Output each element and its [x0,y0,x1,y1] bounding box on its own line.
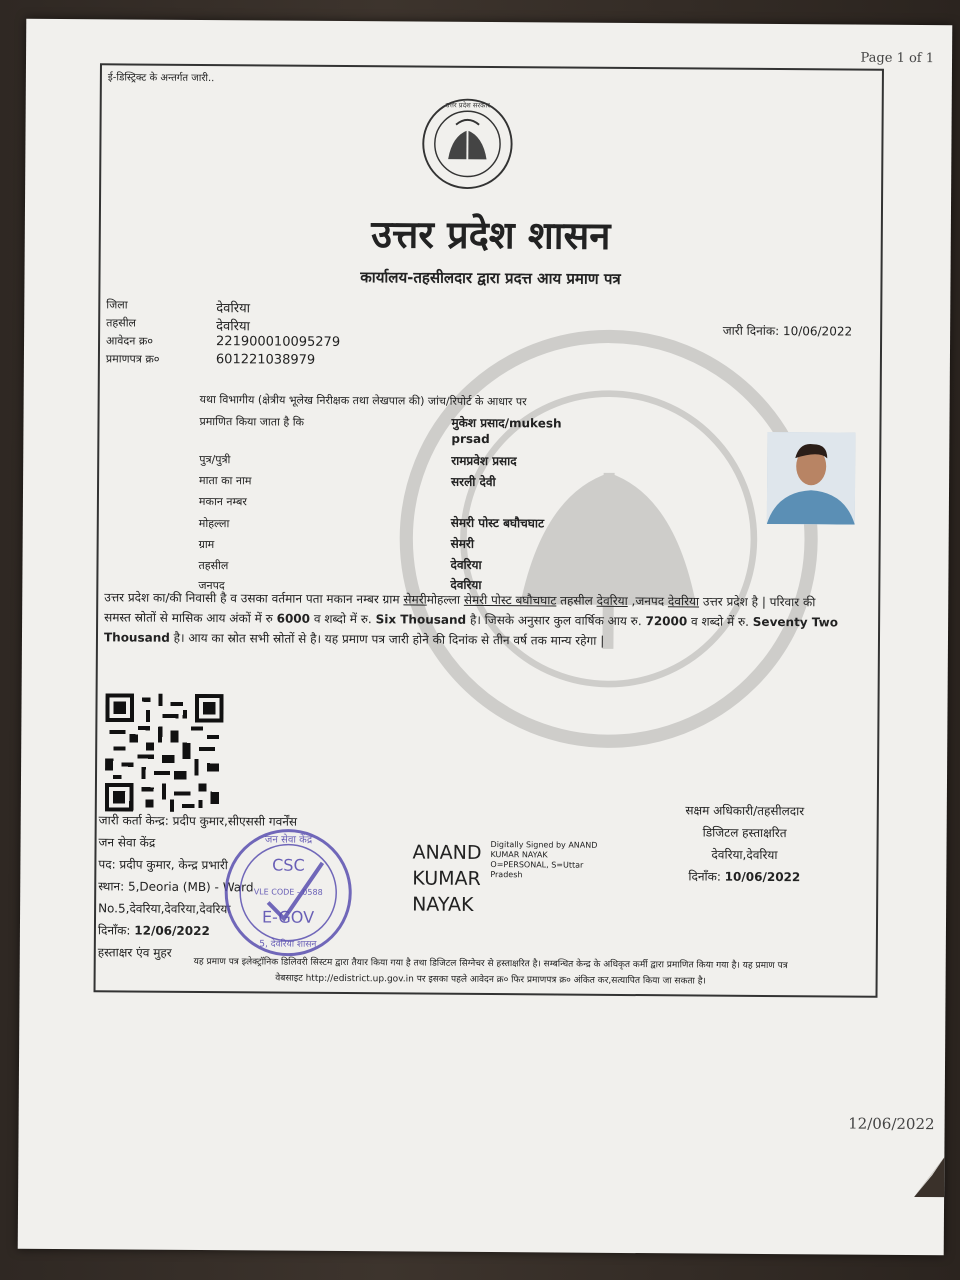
son-of-label: पुत्र/पुत्री [199,453,231,467]
certified-text: प्रमाणित किया जाता है कि [199,415,305,429]
para-text: है। जिसके अनुसार कुल वार्षिक आय रु. [466,612,646,629]
applicant-photo [767,432,856,525]
para-tehsil: देवरिया [596,593,628,608]
authority-date [644,865,844,888]
para-text: उत्तर प्रदेश है | परिवार की समस्त स्रोतों से मासिक आय अंकों में रु [104,594,816,626]
footer-line1: यह प्रमाण पत्र इलेक्ट्रॉनिक डिलिवरी सिस्टम द्वारा तैयार किया गया है तथा डिजिटल सिग्नेचर से हस्ताक्षरित है। सम्बन्धित केन्द्र के अधिकृत कर्मी द्वारा प्रमाणित किया गया है। यह प्रमाण पत्र [193,956,788,972]
district-label: जनपद [198,578,225,593]
seal-csc-text: CSC [272,855,305,875]
son-of-value: रामप्रवेश प्रसाद [451,453,517,469]
house-label: मकान नम्बर [198,494,247,509]
certificate-meta [106,297,341,371]
certificate-frame [94,63,884,997]
digital-signature-block [412,839,598,917]
handwritten-date: 12/06/2022 [848,1114,935,1134]
village-label: ग्राम [198,537,215,552]
seal-bottom-text: 5, देवरिया शासन [259,939,317,950]
authority-line1: सक्षम अधिकारी/तहसीलदार [685,803,805,819]
para-district: देवरिया [667,594,700,609]
district-value: देवरिया [450,577,482,592]
emblem-text: उत्तर प्रदेश सरकार [445,101,490,110]
declaration-paragraph [104,587,844,652]
tehsil-value: देवरिया [450,557,482,572]
meta-certificate-label: प्रमाणपत्र क्र० [105,352,160,366]
issue-date: जारी दिनांक: 10/06/2022 [722,323,853,339]
meta-application-label: आवेदन क्र० [106,334,154,348]
tehsil-label: तहसील [198,558,229,573]
center-line7: हस्ताक्षर एंव मुहर [97,945,172,960]
monthly-income-words: Six Thousand [375,612,467,627]
signer-name-line3: NAYAK [412,893,474,916]
mother-label: माता का नाम [199,474,252,488]
center-line3: पद: प्रदीप कुमार, केन्द्र प्रभारी [98,857,228,873]
signer-name-line2: KUMAR [412,867,481,890]
locality-label: मोहल्ला [198,516,230,531]
center-line1: जारी कर्ता केन्द्र: प्रदीप कुमार,सीएससी गवर्नेंस [98,813,298,829]
para-text: व शब्दो में रु. [309,611,376,627]
para-text: ,जनपद [627,593,668,609]
dig-sign-detail: KUMAR NAYAK [490,850,548,860]
meta-tehsil-label: तहसील [106,316,137,330]
verification-text: यथा विभागीय (क्षेत्रीय भूलेख निरीक्षक तथा लेखपाल की) जांच/रिपोर्ट के आधार पर [199,393,527,409]
para-text: व शब्दो में रु. [687,614,753,629]
para-locality: सेमरी पोस्ट बघौचघाट [463,592,557,608]
locality-value: सेमरी पोस्ट बघौचघाट [450,515,545,531]
issued-under-note: ई-डिस्ट्रिक्ट के अन्तर्गत जारी.. [107,72,215,85]
meta-district-label: जिला [106,298,128,312]
center-date-label: दिनाँक: [97,923,135,938]
authority-date-value: 10/06/2022 [724,869,801,885]
meta-application-value: 221900010095279 [216,334,341,350]
para-text: उत्तर प्रदेश का/की निवासी है व उसका वर्तमान पता मकान नम्बर ग्राम [104,590,404,607]
meta-district-value: देवरिया [216,301,251,317]
seal-code-text: VLE CODE - 0588 [253,887,323,897]
qr-code[interactable] [105,693,224,812]
authority-date-label: दिनाँक: [688,869,725,884]
certificate-paper [18,19,953,1255]
meta-certificate-value: 601221038979 [215,352,316,368]
seal-top-text: जन सेवा केंद्र [264,834,313,846]
page-number: Page 1 of 1 [860,50,935,67]
signer-name-line1: ANAND [412,841,482,864]
para-text: है। आय का स्रोत सभी स्रोतों से है। यह प्रमाण पत्र जारी होने की दिनांक से तीन वर्ष तक मान्य रहेगा | [169,630,605,648]
para-text: मोहल्ला [426,592,464,607]
authority-line2: डिजिटल हस्ताक्षरित [702,825,787,841]
annual-income-words: Seventy Two Thousand [103,614,839,645]
center-date-value: 12/06/2022 [134,923,210,939]
center-line4: स्थान: 5,Deoria (MB) - Ward [98,879,254,895]
competent-authority-block [644,799,845,888]
village-value: सेमरी [450,536,475,551]
paper-corner-fold [914,1157,944,1197]
dig-sign-detail: Digitally Signed by ANAND [490,840,598,850]
center-line5: No.5,देवरिया,देवरिया,देवरिया [98,901,231,917]
dig-sign-detail: Pradesh [490,870,523,880]
government-title: उत्तर प्रदेश शासन [371,211,611,258]
footer-line2: वेबसाइट http://edistrict.up.gov.in पर इसका पहले आवेदन क्र० फिर प्रमाणपत्र क्र० अंकित कर,सत्यापित किया जा सकता है। [275,973,706,987]
center-line2: जन सेवा केंद्र [98,835,156,850]
digital-signature-details [490,840,610,881]
authority-line3: देवरिया,देवरिया [711,847,778,863]
csc-rubber-stamp [218,822,359,963]
seal-egov-text: E-GOV [261,907,315,927]
mother-value: सरली देवी [451,474,496,490]
applicant-name-line2: prsad [451,431,490,447]
monthly-income-figures: 6000 [276,611,311,626]
meta-tehsil-value: देवरिया [216,319,250,335]
dig-sign-detail: O=PERSONAL, S=Uttar [490,860,584,870]
annual-income-figures: 72000 [645,614,688,629]
footer-note [106,953,876,990]
certificate-title: कार्यालय-तहसीलदार द्वारा प्रदत्त आय प्रमाण पत्र [360,268,621,288]
applicant-name-line1: मुकेश प्रसाद/mukesh [451,415,562,431]
para-text: तहसील [556,593,597,608]
up-govt-emblem [419,96,516,193]
para-village: सेमरी [403,592,427,607]
